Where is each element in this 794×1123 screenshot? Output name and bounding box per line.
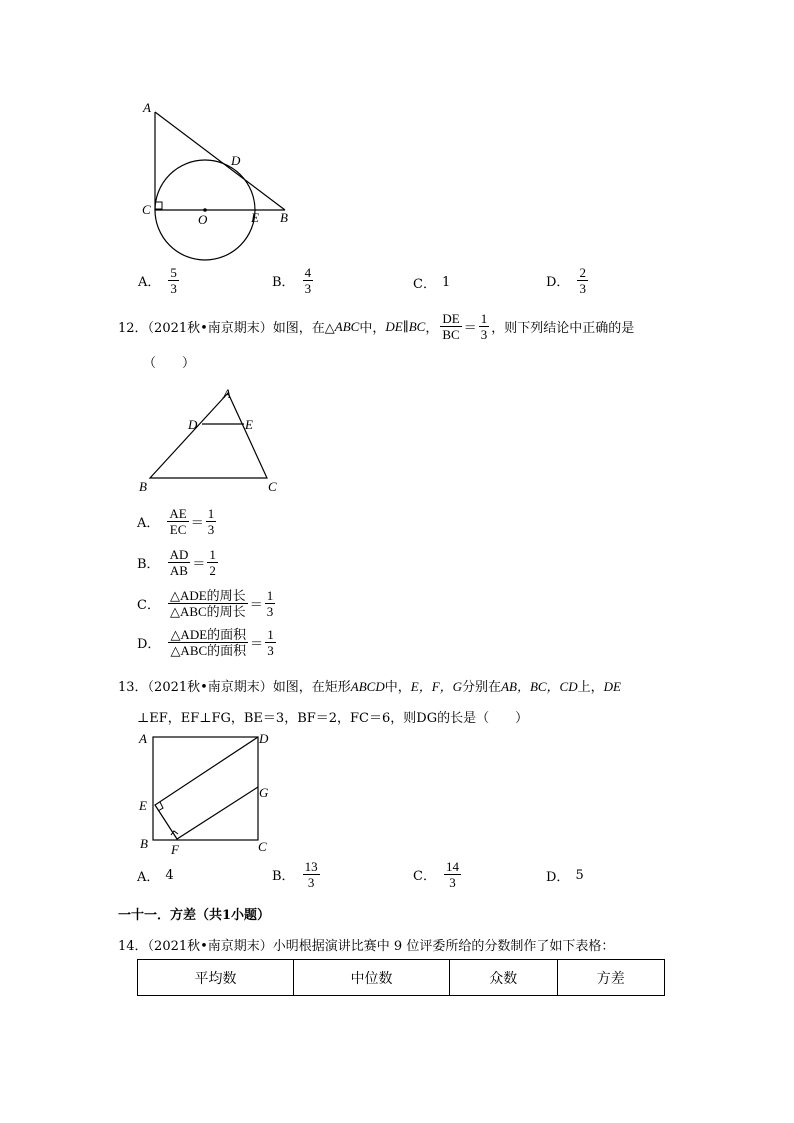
q13-stem-line1: 13．（2021秋•南京期末）如图，在矩形ABCD中，E，F，G分别在AB，BC，CD上，DE [118, 679, 621, 695]
q12-stem: 12．（2021秋•南京期末）如图，在△ ABC 中， DE∥BC ， $\frac{DE}{BC}$ ＝ $\frac{1}{3}$ ，则下列结论中正确的是 [118, 311, 635, 342]
table-header-row [138, 960, 665, 996]
header-median: 中位数 [294, 960, 450, 996]
segment-ab [155, 112, 285, 210]
fraction: $\frac{5}{3}$ [170, 265, 177, 296]
label-c: C [258, 839, 267, 854]
q13-option-b[interactable]: B． $\frac{13}{3}$ [272, 859, 318, 890]
fraction: $\frac{1}{3}$ [207, 506, 215, 537]
section-heading: 一十一．方差（共1小题） [118, 908, 271, 923]
fraction: $\frac{AD}{AB}$ [169, 547, 189, 578]
label-o: O [198, 212, 208, 227]
path-defg [155, 737, 258, 839]
fraction: $\frac{4}{3}$ [304, 265, 312, 296]
label-e: E [251, 210, 259, 225]
label-a: A [143, 100, 151, 115]
label-a: A [223, 386, 231, 401]
label-e: E [139, 798, 147, 813]
q12-option-d[interactable]: D． $\frac{\text{△ADE的面积}}{\text{△ABC的面积}}$ ＝ $\frac{1}{3}$ [137, 627, 274, 658]
label-b: B [140, 836, 148, 851]
fraction: $\frac{13}{3}$ [304, 859, 318, 890]
fraction: $\frac{2}{3}$ [579, 265, 586, 296]
label-c: C [268, 479, 277, 494]
label-b: B [280, 210, 288, 225]
q11-option-a[interactable]: A． $\frac{5}{3}$ [138, 265, 177, 296]
fraction: $\frac{1}{3}$ [267, 627, 274, 658]
fraction: $\frac{1}{2}$ [209, 547, 216, 578]
q14-stem: 14．（2021秋•南京期末）小明根据演讲比赛中 9 位评委所给的分数制作了如下表格： [118, 939, 615, 954]
q11-circle-figure [135, 95, 305, 265]
label-b: B [139, 479, 147, 494]
label-d: D [231, 153, 241, 168]
fraction: $\frac{14}{3}$ [445, 859, 459, 890]
q11-option-d[interactable]: D． $\frac{2}{3}$ [546, 265, 586, 296]
q12-option-a[interactable]: A． $\frac{AE}{EC}$ ＝ $\frac{1}{3}$ [137, 506, 215, 537]
label-d: D [259, 731, 269, 746]
q11-option-c[interactable]: C． 1 [413, 275, 451, 292]
fraction: $\frac{AE}{EC}$ [169, 506, 187, 537]
header-variance: 方差 [557, 960, 665, 996]
q13-option-a[interactable]: A． 4 [137, 868, 174, 885]
label-e: E [245, 417, 253, 432]
fraction: $\frac{1}{3}$ [480, 311, 488, 342]
triangle-abc [150, 393, 267, 478]
rectangle-abcd [153, 737, 258, 840]
label-c: C [142, 202, 151, 217]
fraction: $\frac{\text{△ADE的周长}}{\text{△ABC的周长}}$ [169, 588, 246, 619]
label-d: D [188, 417, 198, 432]
q12-option-c[interactable]: C． $\frac{\text{△ADE的周长}}{\text{△ABC的周长}}$ ＝ $\frac{1}{3}$ [137, 588, 274, 619]
q12-answer-paren: （ ） [143, 356, 196, 371]
fraction: $\frac{\text{△ADE的面积}}{\text{△ABC的面积}}$ [170, 627, 247, 658]
header-mean: 平均数 [138, 960, 294, 996]
q12-triangle-figure [135, 383, 285, 498]
fraction: $\frac{1}{3}$ [266, 588, 274, 619]
q13-option-c[interactable]: C． $\frac{14}{3}$ [413, 859, 459, 890]
q11-option-b[interactable]: B． $\frac{4}{3}$ [272, 265, 312, 296]
q13-stem-line2: ⊥EF，EF⊥FG，BE＝3，BF＝2，FC＝6，则DG的长是（ ） [137, 711, 529, 726]
statistics-table [137, 959, 665, 996]
label-f: F [171, 842, 179, 857]
q13-rectangle-figure [133, 727, 283, 859]
header-mode: 众数 [450, 960, 557, 996]
label-g: G [259, 785, 269, 800]
right-angle-mark-e [158, 802, 163, 811]
fraction: $\frac{DE}{BC}$ [442, 311, 460, 342]
label-a: A [139, 731, 147, 746]
q12-option-b[interactable]: B． $\frac{AD}{AB}$ ＝ $\frac{1}{2}$ [137, 547, 216, 578]
q13-option-d[interactable]: D． 5 [546, 868, 584, 885]
